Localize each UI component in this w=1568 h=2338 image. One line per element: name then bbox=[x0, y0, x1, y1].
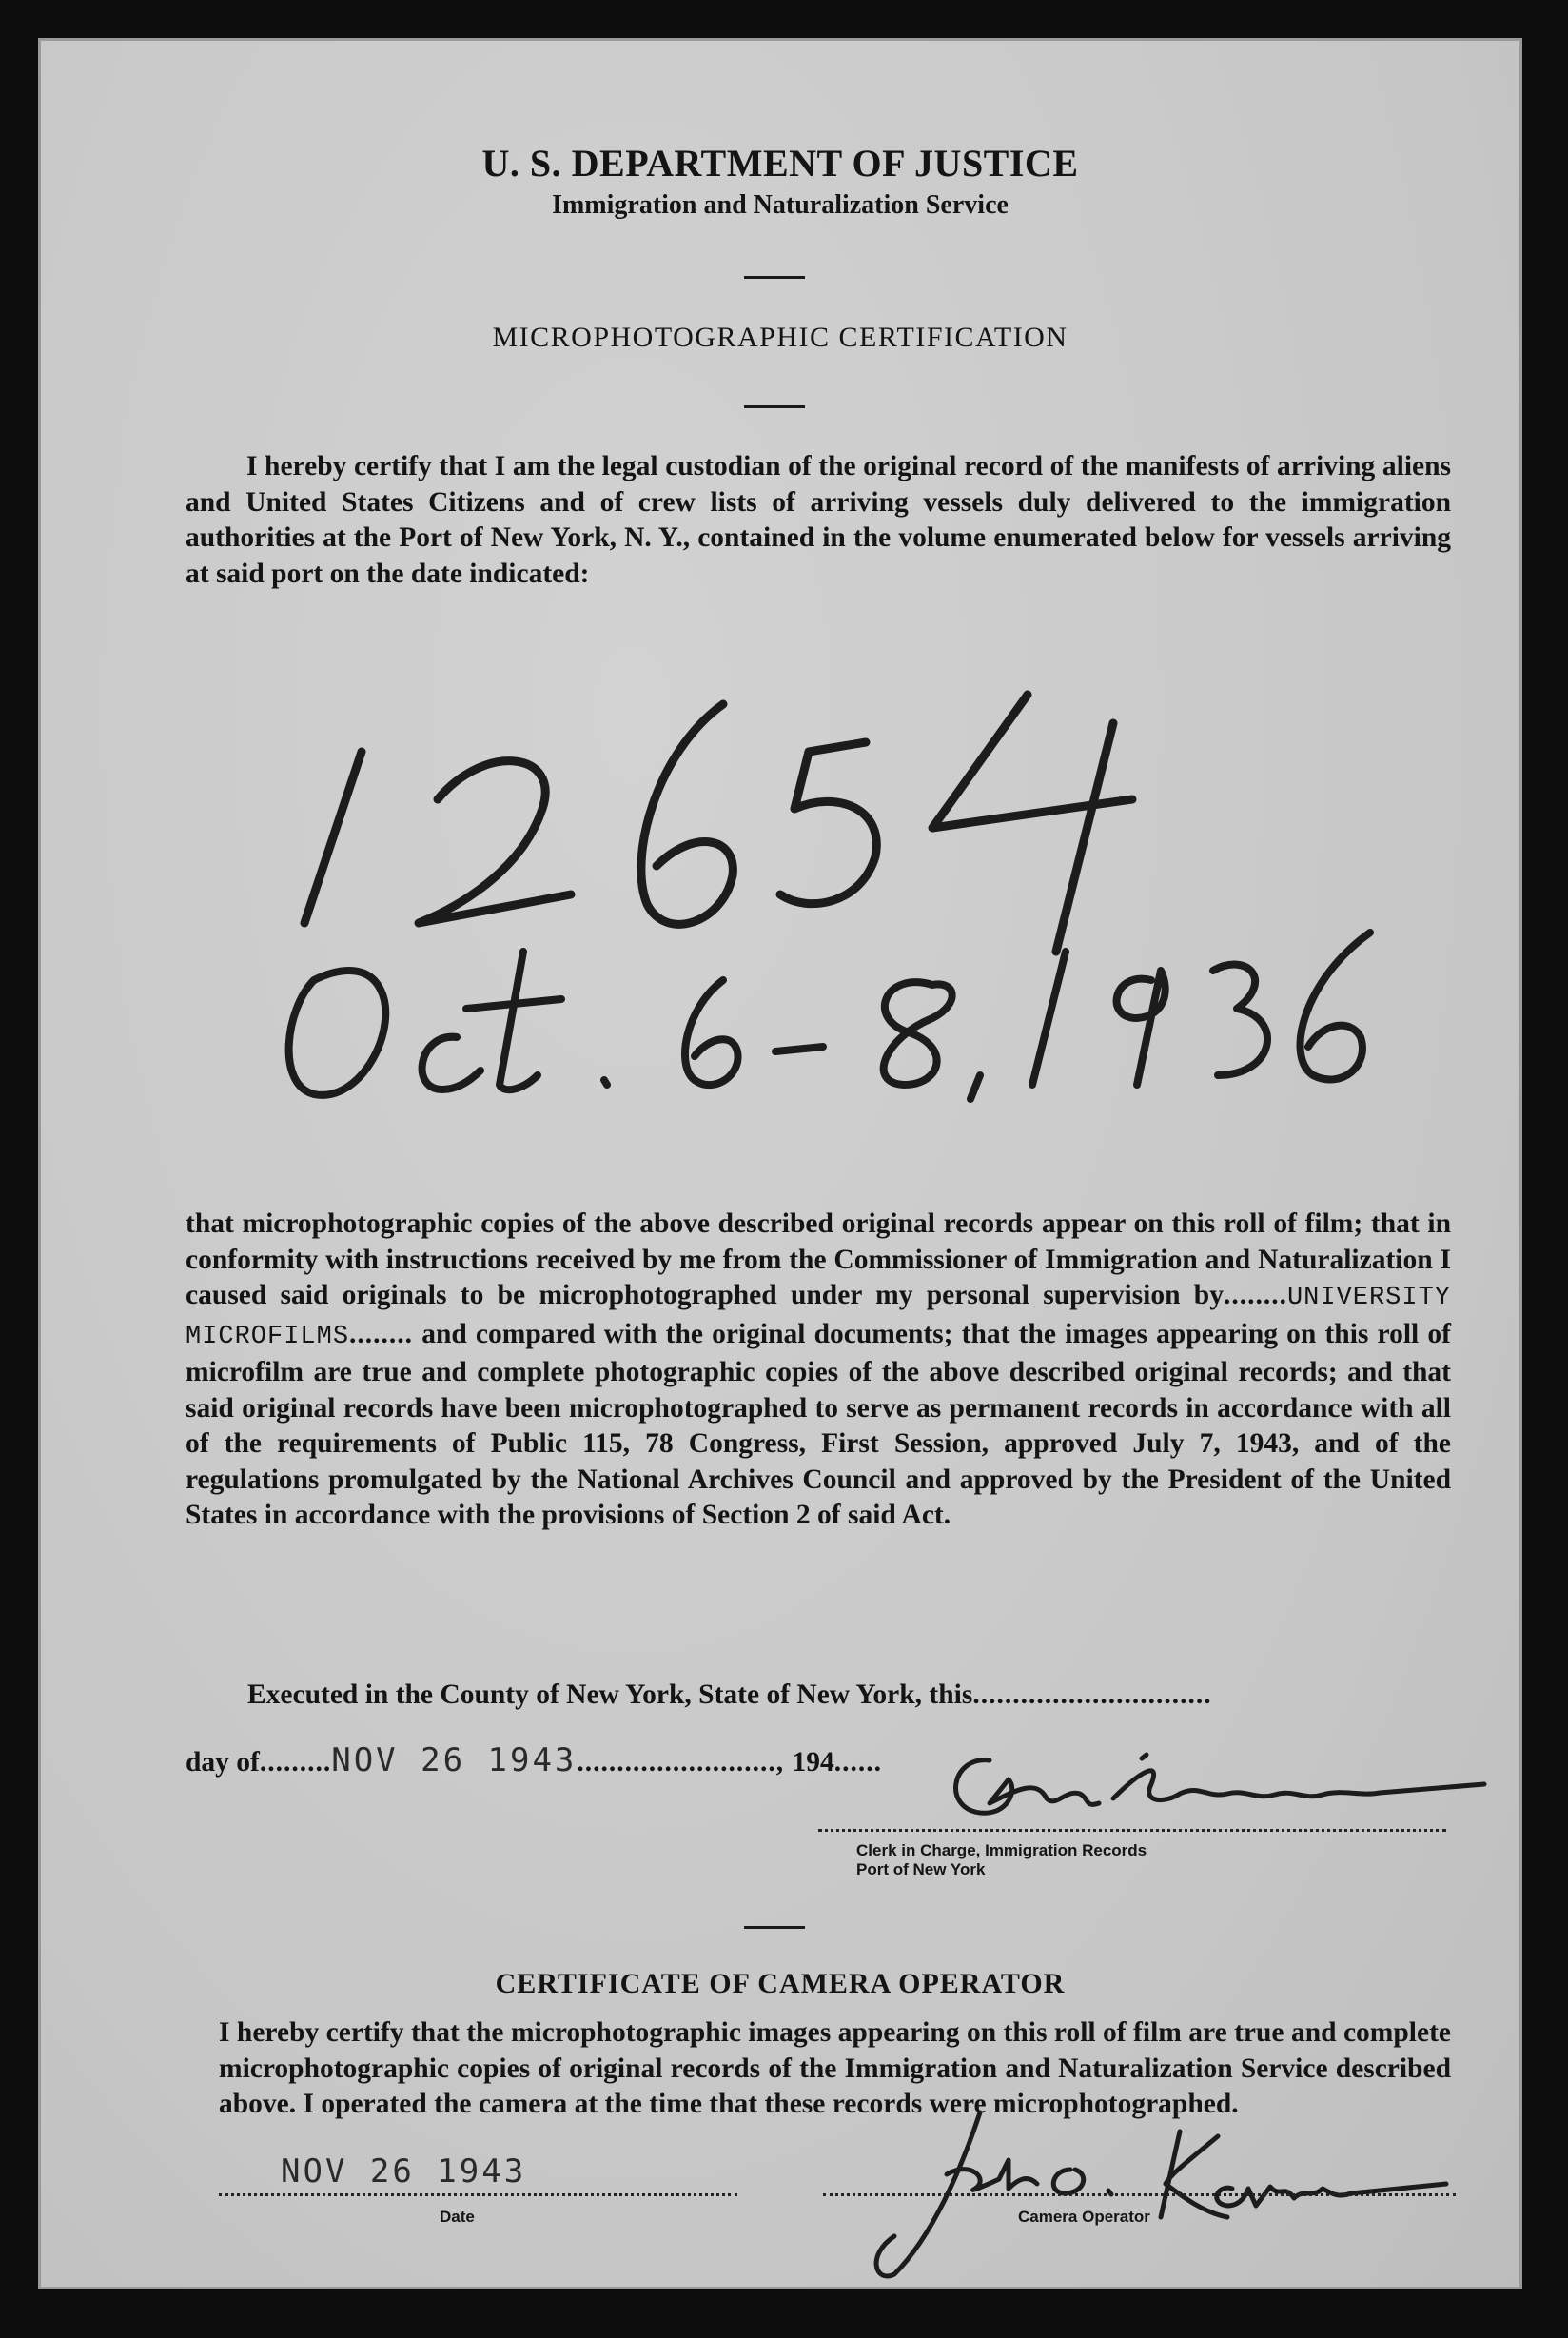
body-text-part2: and compared with the original documents; that the images appearing on this roll of microfilm are true and complete photographic copies of the above described original records; and that said original records have been microphotographed to serve as permanent records in accordance with all of the requirements of Public 115, 78 Congress, First Session, approved July 7, 1943, and of the regulations promulgated by the National Archives Council and approved by the President of the United States in accordance with the provisions of Section 2 of said Act. bbox=[186, 1318, 1451, 1530]
executed-text: Executed in the County of New York, State of New York, this bbox=[247, 1680, 973, 1710]
day-of-label: day of bbox=[186, 1747, 260, 1778]
day-of-line: day of.........NOV 26 1943........................., 194...... bbox=[186, 1741, 883, 1779]
service-subheading: Immigration and Naturalization Service bbox=[552, 190, 1009, 220]
handwritten-volume-entry bbox=[276, 666, 1513, 1161]
operator-signature-line bbox=[823, 2193, 1456, 2196]
clerk-signature bbox=[923, 1732, 1494, 1837]
clerk-title bbox=[856, 1841, 1147, 1879]
certificate-page bbox=[38, 38, 1522, 2289]
clerk-signature-line bbox=[818, 1829, 1446, 1832]
certification-title: MICROPHOTOGRAPHIC CERTIFICATION bbox=[492, 322, 1068, 353]
volume-dates-strokes bbox=[289, 933, 1370, 1099]
year-prefix: 194 bbox=[792, 1747, 834, 1778]
intro-text: I hereby certify that I am the legal custodian of the original record of the manifests of arriving aliens and United States Citizens and of crew lists of arriving vessels duly delivered to the immigration authorities at the Port of New York, N. Y., contained in the volume enumerated below for vessels arriving at said port on the date indicated: bbox=[186, 451, 1451, 589]
divider bbox=[744, 1926, 805, 1929]
operator-date-stamp: NOV 26 1943 bbox=[281, 2152, 527, 2191]
executed-line: Executed in the County of New York, State of New York, this.............................. bbox=[247, 1680, 1212, 1710]
divider bbox=[744, 405, 805, 408]
camera-operator-label: Camera Operator bbox=[1018, 2208, 1150, 2226]
photographer-name: UNIVERSITY MICROFILMS bbox=[186, 1284, 1451, 1351]
volume-number-strokes bbox=[304, 695, 1132, 952]
divider bbox=[744, 276, 805, 279]
date-label: Date bbox=[440, 2208, 475, 2226]
intro-paragraph bbox=[186, 449, 1451, 592]
execution-date-stamp: NOV 26 1943 bbox=[331, 1741, 578, 1779]
camera-operator-signature bbox=[856, 2093, 1465, 2284]
department-heading: U. S. DEPARTMENT OF JUSTICE bbox=[481, 142, 1079, 185]
body-paragraph: that microphotographic copies of the above described original records appear on this roll of film; that in conformity with instructions received by me from the Commissioner of Immigration and Naturalization I caused said originals to be microphotographed under my personal supervision by........UNIVERSITY MICROFILMS........ and compared with the original documents; that the images appearing on this roll of microfilm are true and complete photographic copies of the above described original records; and that said original records have been microphotographed to serve as permanent records in accordance with all of the requirements of Public 115, 78 Congress, First Session, approved July 7, 1943, and of the regulations promulgated by the National Archives Council and approved by the President of the United States in accordance with the provisions of Section 2 of said Act. bbox=[186, 1208, 1451, 1530]
date-line bbox=[219, 2193, 737, 2196]
body-text-part1: that microphotographic copies of the above described original records appear on this roll of film; that in conformity with instructions received by me from the Commissioner of Immigration and Naturalization I caused said originals to be microphotographed under my personal supervision by bbox=[186, 1208, 1451, 1310]
clerk-title-line1: Clerk in Charge, Immigration Records bbox=[856, 1841, 1147, 1859]
camera-operator-title: CERTIFICATE OF CAMERA OPERATOR bbox=[495, 1968, 1066, 1999]
clerk-title-line2: Port of New York bbox=[856, 1860, 986, 1878]
camera-operator-text: I hereby certify that the microphotographic images appearing on this roll of film are true and complete microphotographic copies of original records of the Immigration and Naturalization Service described above. I operated the camera at the time that these records were microphotographed. bbox=[219, 2017, 1451, 2119]
